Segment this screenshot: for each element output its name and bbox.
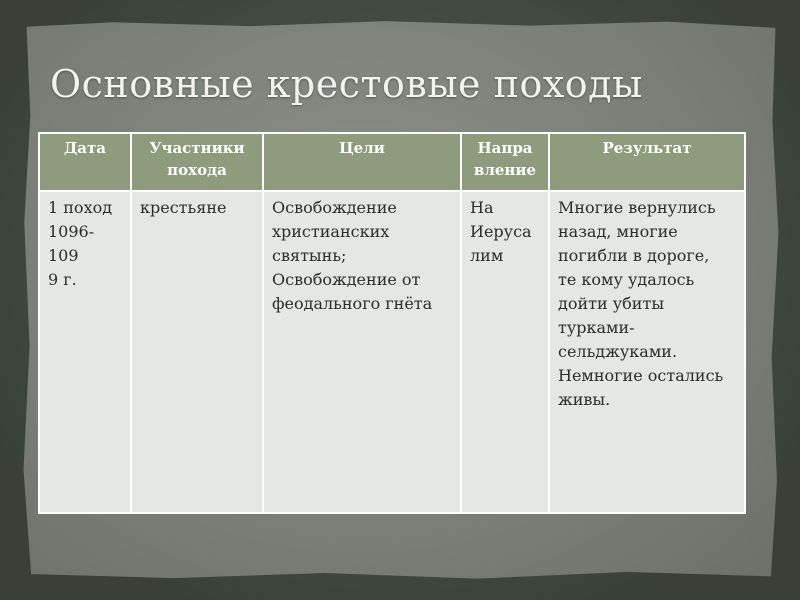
cell-direction: На Иеруса лим [461, 191, 549, 513]
cell-goals: Освобождение христианских святынь; Освобождение от феодального гнёта [263, 191, 461, 513]
header-result: Результат [549, 133, 745, 191]
header-direction: Напра вление [461, 133, 549, 191]
header-date: Дата [39, 133, 131, 191]
cell-date: 1 поход 1096-109 9 г. [39, 191, 131, 513]
slide-title: Основные крестовые походы [50, 62, 643, 106]
table-header-row [39, 133, 745, 191]
header-participants: Участники похода [131, 133, 263, 191]
cell-participants: крестьяне [131, 191, 263, 513]
header-goals: Цели [263, 133, 461, 191]
table-row [39, 191, 745, 513]
crusades-table [38, 132, 746, 514]
cell-result: Многие вернулись назад, многие погибли в дороге, те кому удалось дойти убиты турками- сельджуками. Немногие остались живы. [549, 191, 745, 513]
